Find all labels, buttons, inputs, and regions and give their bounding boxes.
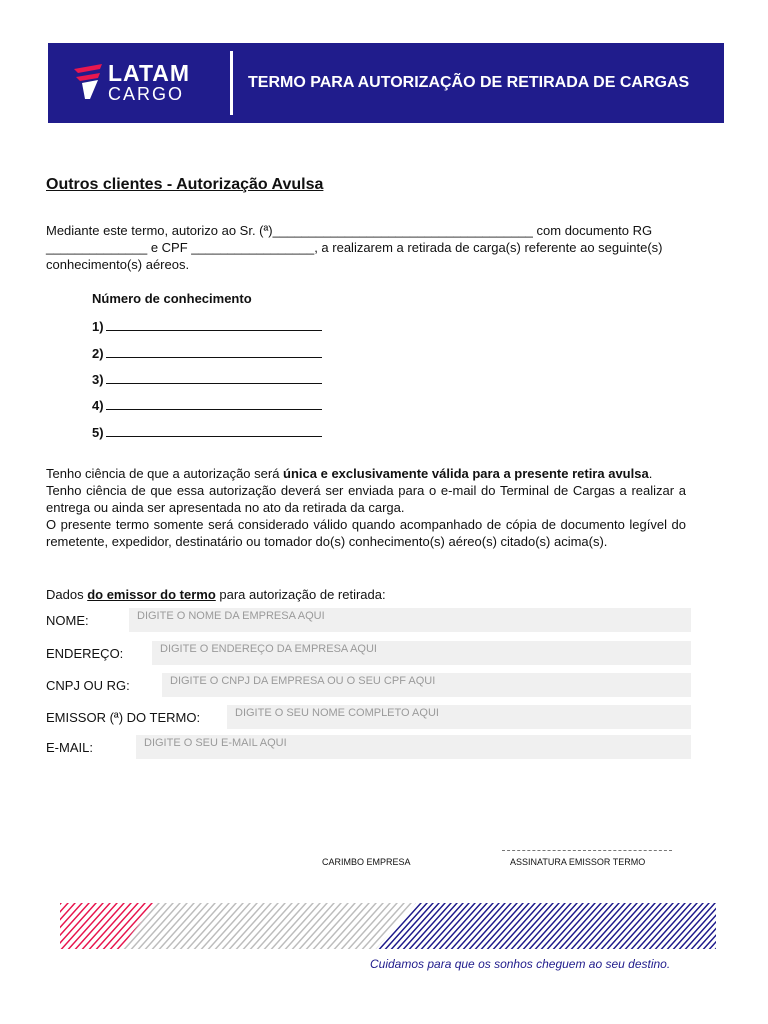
cnpj-field[interactable]: DIGITE O CNPJ DA EMPRESA OU O SEU CPF AQUI bbox=[162, 673, 691, 697]
number-line-2: 2) bbox=[92, 345, 322, 361]
footer-tagline: Cuidamos para que os sonhos cheguem ao seu destino. bbox=[370, 957, 671, 971]
awareness-text bbox=[46, 465, 686, 550]
company-stamp-label: CARIMBO EMPRESA bbox=[322, 857, 411, 867]
awareness-p2: Tenho ciência de que essa autorização deverá ser enviada para o e-mail do Terminal de Cargas a realizar a entrega ou ainda ser apresentada no ato da retirada da carga. bbox=[46, 483, 686, 515]
nome-label: NOME: bbox=[46, 613, 89, 628]
emissor-field[interactable]: DIGITE O SEU NOME COMPLETO AQUI bbox=[227, 705, 691, 729]
issuer-signature-label: ASSINATURA EMISSOR TERMO bbox=[510, 857, 646, 867]
nome-field[interactable]: DIGITE O NOME DA EMPRESA AQUI bbox=[129, 608, 691, 632]
endereco-label: ENDEREÇO: bbox=[46, 646, 124, 661]
email-field[interactable]: DIGITE O SEU E-MAIL AQUI bbox=[136, 735, 691, 759]
number-blank-field[interactable] bbox=[106, 397, 322, 410]
logo-text: LATAM bbox=[108, 60, 191, 86]
number-blank-field[interactable] bbox=[106, 318, 322, 331]
cnpj-label: CNPJ OU RG: bbox=[46, 678, 130, 693]
logo-subtext: CARGO bbox=[108, 84, 185, 104]
number-line-1: 1) bbox=[92, 318, 322, 334]
number-blank-field[interactable] bbox=[106, 424, 322, 437]
email-label: E-MAIL: bbox=[46, 740, 93, 755]
signature-line bbox=[502, 850, 672, 851]
number-blank-field[interactable] bbox=[106, 371, 322, 384]
issuer-data-heading: Dados do emissor do termo para autorização de retirada: bbox=[46, 587, 386, 602]
endereco-field[interactable]: DIGITE O ENDEREÇO DA EMPRESA AQUI bbox=[152, 641, 691, 665]
header-divider bbox=[230, 51, 233, 115]
numbers-heading: Número de conhecimento bbox=[92, 291, 252, 306]
section-title: Outros clientes - Autorização Avulsa bbox=[46, 176, 324, 193]
latam-logo-icon bbox=[72, 61, 106, 101]
number-blank-field[interactable] bbox=[106, 345, 322, 358]
awareness-p1: Tenho ciência de que a autorização será única e exclusivamente válida para a presente retira avulsa. bbox=[46, 466, 653, 481]
intro-paragraph: Mediante este termo, autorizo ao Sr. (ª)____________________________________ com documento RG ______________ e CPF _________________, a realizarem a retirada de carga(s) referente ao seguinte(s) conhecimento(s) aéreos. bbox=[46, 223, 663, 272]
footer-stripes bbox=[60, 903, 716, 949]
document-title: TERMO PARA AUTORIZAÇÃO DE RETIRADA DE CARGAS bbox=[248, 74, 690, 91]
awareness-p3: O presente termo somente será considerado válido quando acompanhado de cópia de documento legível do remetente, expedidor, destinatário ou tomador do(s) conhecimento(s) aéreo(s) citado(s) acima(s). bbox=[46, 517, 686, 549]
number-line-5: 5) bbox=[92, 424, 322, 440]
number-line-3: 3) bbox=[92, 371, 322, 387]
emissor-label: EMISSOR (ª) DO TERMO: bbox=[46, 710, 201, 725]
number-line-4: 4) bbox=[92, 397, 322, 413]
